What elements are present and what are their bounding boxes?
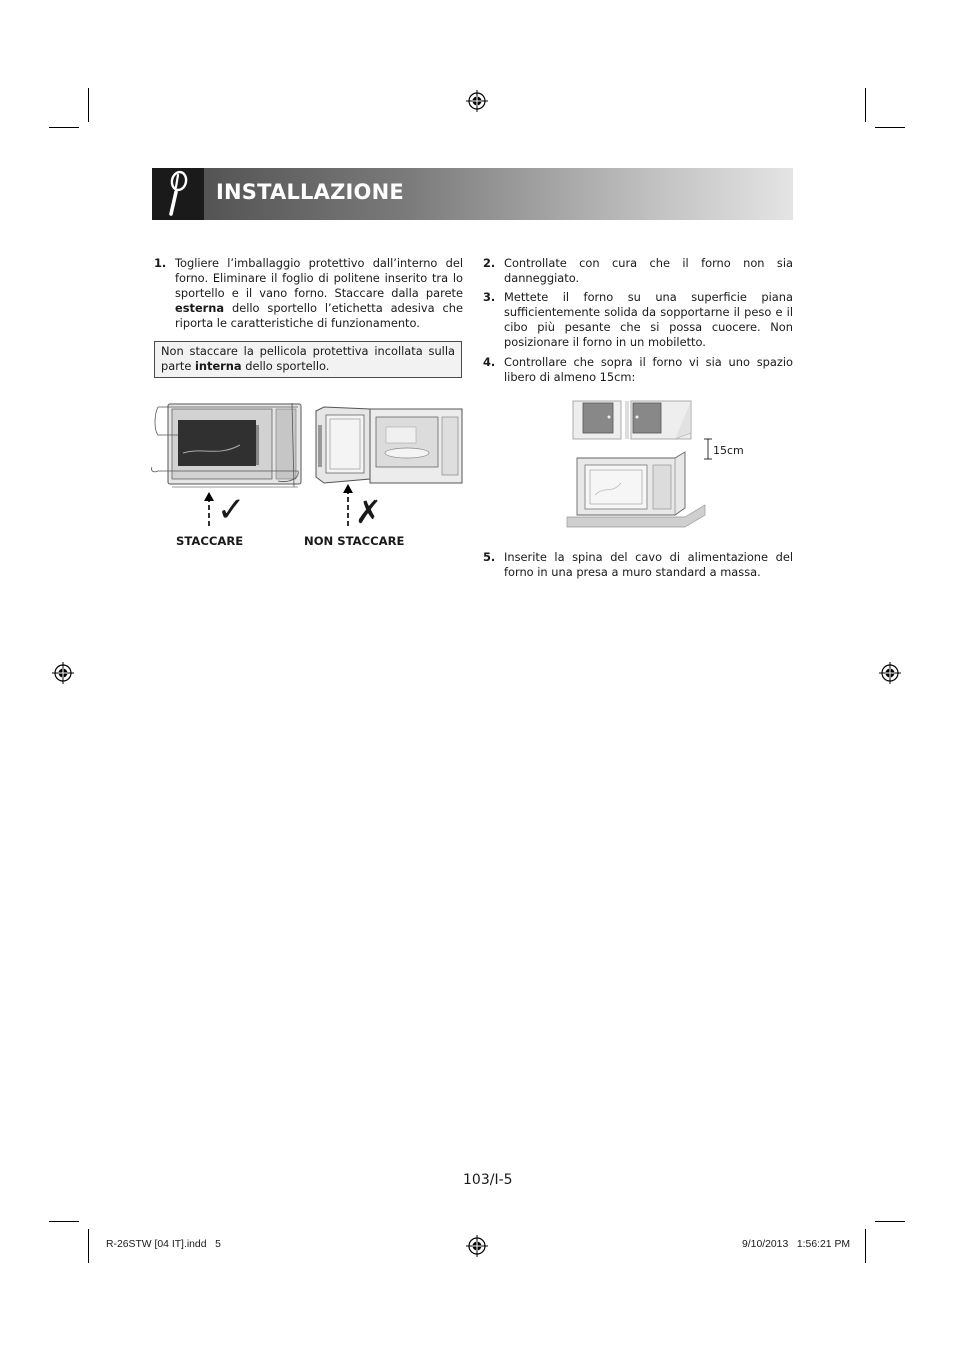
step-text: Inserite la spina del cavo di alimentazione del forno in una presa a muro standard a massa. <box>504 550 793 579</box>
step-text: Mettete il forno su una superficie piana sufficientemente solida da sopportarne il peso e il cibo più pesante che si possa cuocere. Non posizionare il forno in un mobiletto. <box>504 290 793 349</box>
crop-mark <box>875 127 905 128</box>
registration-mark-icon <box>52 662 74 684</box>
step-number: 5. <box>483 550 496 564</box>
crop-mark <box>88 88 89 122</box>
cross-icon: ✗ <box>355 493 382 531</box>
microwave-film-illustration <box>148 395 468 535</box>
step-number: 1. <box>154 256 167 270</box>
step-text: Togliere l’imballaggio protettivo dall’interno del forno. Eliminare il foglio di politene inserito tra lo sportello e il vano forno. Staccare dalla parete esterna dello sportello l’etichetta adesiva che riporta le caratteristiche di funzionamento. <box>175 256 463 330</box>
footer-filename: R-26STW [04 IT].indd 5 <box>106 1239 221 1250</box>
label-staccare: STACCARE <box>176 534 244 548</box>
step-number: 2. <box>483 256 496 270</box>
info-icon <box>152 168 204 220</box>
clearance-label: 15cm <box>713 444 744 457</box>
open-oven-drawing <box>316 407 462 483</box>
closed-oven-drawing <box>151 403 301 487</box>
page-title: INSTALLAZIONE <box>216 180 404 204</box>
check-icon: ✓ <box>217 490 246 530</box>
registration-mark-icon <box>879 662 901 684</box>
label-non-staccare: NON STACCARE <box>304 534 405 548</box>
step-text: Controllate con cura che il forno non sia danneggiato. <box>504 256 793 285</box>
registration-mark-icon <box>466 1235 488 1257</box>
warning-note-box: Non staccare la pellicola protettiva incollata sulla parte interna dello sportello. <box>154 341 462 378</box>
clearance-illustration <box>565 395 750 530</box>
footer-timestamp: 9/10/2013 1:56:21 PM <box>742 1239 851 1250</box>
step-text: Controllare che sopra il forno vi sia uno spazio libero di almeno 15cm: <box>504 355 793 384</box>
section-header <box>152 168 793 220</box>
step-number: 4. <box>483 355 496 369</box>
crop-mark <box>88 1229 89 1263</box>
crop-mark <box>49 127 79 128</box>
page-number: 103/I-5 <box>463 1172 513 1188</box>
crop-mark <box>865 1229 866 1263</box>
step-number: 3. <box>483 290 496 304</box>
crop-mark <box>875 1221 905 1222</box>
crop-mark <box>49 1221 79 1222</box>
registration-mark-icon <box>466 90 488 112</box>
crop-mark <box>865 88 866 122</box>
